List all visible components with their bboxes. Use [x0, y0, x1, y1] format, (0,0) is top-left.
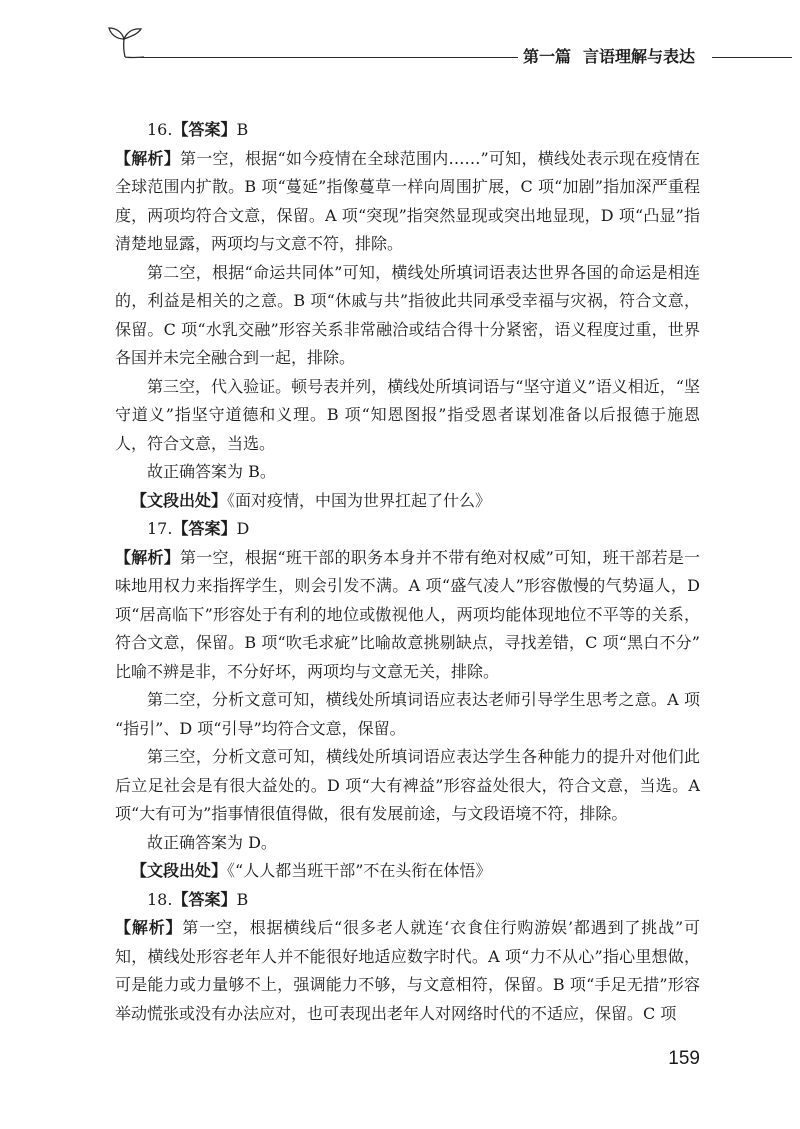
question-number: 16. [147, 120, 173, 139]
analysis-text: 第一空，根据横线后“很多老人就连‘衣食住行购游娱’都遇到了挑战”可知，横线处形容老年人并不能很好地适应数字时代。A 项“力不从心”指心里想做，可是能力或力量够不上，强调能力不够，与文意相符，保留。B 项“手足无措”形容举动慌张或没有办法应对，也可表现出老年人对网络时代的不适应，保留。C 项 [115, 918, 700, 1023]
conclusion-line: 故正确答案为 B。 [147, 462, 276, 481]
page-number: 159 [668, 1048, 700, 1069]
part-label: 第一篇 [523, 47, 572, 66]
source-tag: 【文段出处】 [131, 861, 228, 880]
question-18-explanation [115, 886, 700, 1029]
analysis-paragraph: 第二空，分析文意可知，横线处所填词语应表达老师引导学生思考之意。A 项“指引”、D 项“引导”均符合文意，保留。 [115, 690, 700, 738]
source-tag: 【文段出处】 [131, 490, 228, 510]
answer-explanations [115, 116, 700, 1028]
answer-line [115, 886, 700, 915]
answer-tag: 【答案】 [172, 120, 237, 139]
header-title [523, 45, 695, 69]
source-line [115, 487, 700, 516]
analysis-paragraph [115, 914, 700, 1028]
analysis-paragraph: 第三空，分析文意可知，横线处所填词语应表达学生各种能力的提升对他们此后立足社会是有很大益处的。D 项“大有裨益”形容益处很大，符合文意，当选。A 项“大有可为”指事情很值得做，很有发展前途，与文段语境不符，排除。 [115, 747, 700, 823]
answer-tag: 【答案】 [172, 519, 237, 538]
answer-value: B [236, 120, 249, 139]
source-line [115, 857, 700, 886]
analysis-text: 第一空，根据“班干部的职务本身并不带有绝对权威”可知，班干部若是一味地用权力来指挥学生，则会引发不满。A 项“盛气凌人”形容傲慢的气势逼人，D 项“居高临下”形容处于有利的地位或傲视他人，两项均能体现地位不平等的关系，符合文意，保留。B 项“吹毛求疵”比喻故意挑剔缺点，寻找差错，C 项“黑白不分”比喻不辨是非，不分好坏，两项均与文意无关，排除。 [115, 547, 700, 681]
question-16-explanation [115, 116, 700, 515]
answer-value: B [236, 889, 249, 909]
source-title: 《“人人都当班干部”不在头衔在体悟》 [227, 861, 492, 880]
question-17-explanation [115, 515, 700, 886]
answer-tag: 【答案】 [172, 889, 237, 909]
conclusion-line: 故正确答案为 D。 [147, 832, 277, 852]
analysis-paragraph [115, 145, 700, 259]
section-title: 言语理解与表达 [583, 47, 696, 66]
analysis-paragraph: 第二空，根据“命运共同体”可知，横线处所填词语表达世界各国的命运是相连的，利益是相关的之意。B 项“休戚与共”指彼此共同承受幸福与灾祸，符合文意，保留。C 项“水乳交融”形容关系非常融洽或结合得十分紧密，语义程度过重，世界各国并未完全融合到一起，排除。 [115, 262, 700, 367]
header-rule-right [712, 57, 792, 58]
answer-line [115, 515, 700, 544]
analysis-paragraph [115, 544, 700, 687]
question-number: 18. [147, 889, 173, 909]
analysis-tag: 【解析】 [115, 547, 180, 567]
header-rule-left [140, 57, 518, 58]
analysis-tag: 【解析】 [115, 148, 181, 168]
source-title: 《面对疫情，中国为世界扛起了什么》 [227, 490, 492, 510]
question-number: 17. [147, 519, 173, 538]
answer-value: D [236, 519, 250, 538]
analysis-text: 第一空，根据“如今疫情在全球范围内……”可知，横线处表示现在疫情在全球范围内扩散。B 项“蔓延”指像蔓草一样向周围扩展，C 项“加剧”指加深严重程度，两项均符合文意，保留。A 项“突现”指突然显现或突出地显现，D 项“凸显”指清楚地显露，两项均与文意不符，排除。 [115, 148, 700, 253]
analysis-paragraph: 第三空，代入验证。顿号表并列，横线处所填词语与“坚守道义”语义相近，“坚守道义”指坚守道德和义理。B 项“知恩图报”指受恩者谋划准备以后报德于施恩人，符合文意，当选。 [115, 376, 700, 453]
sprout-icon [106, 24, 144, 60]
analysis-tag: 【解析】 [115, 918, 183, 937]
answer-line [115, 116, 700, 145]
